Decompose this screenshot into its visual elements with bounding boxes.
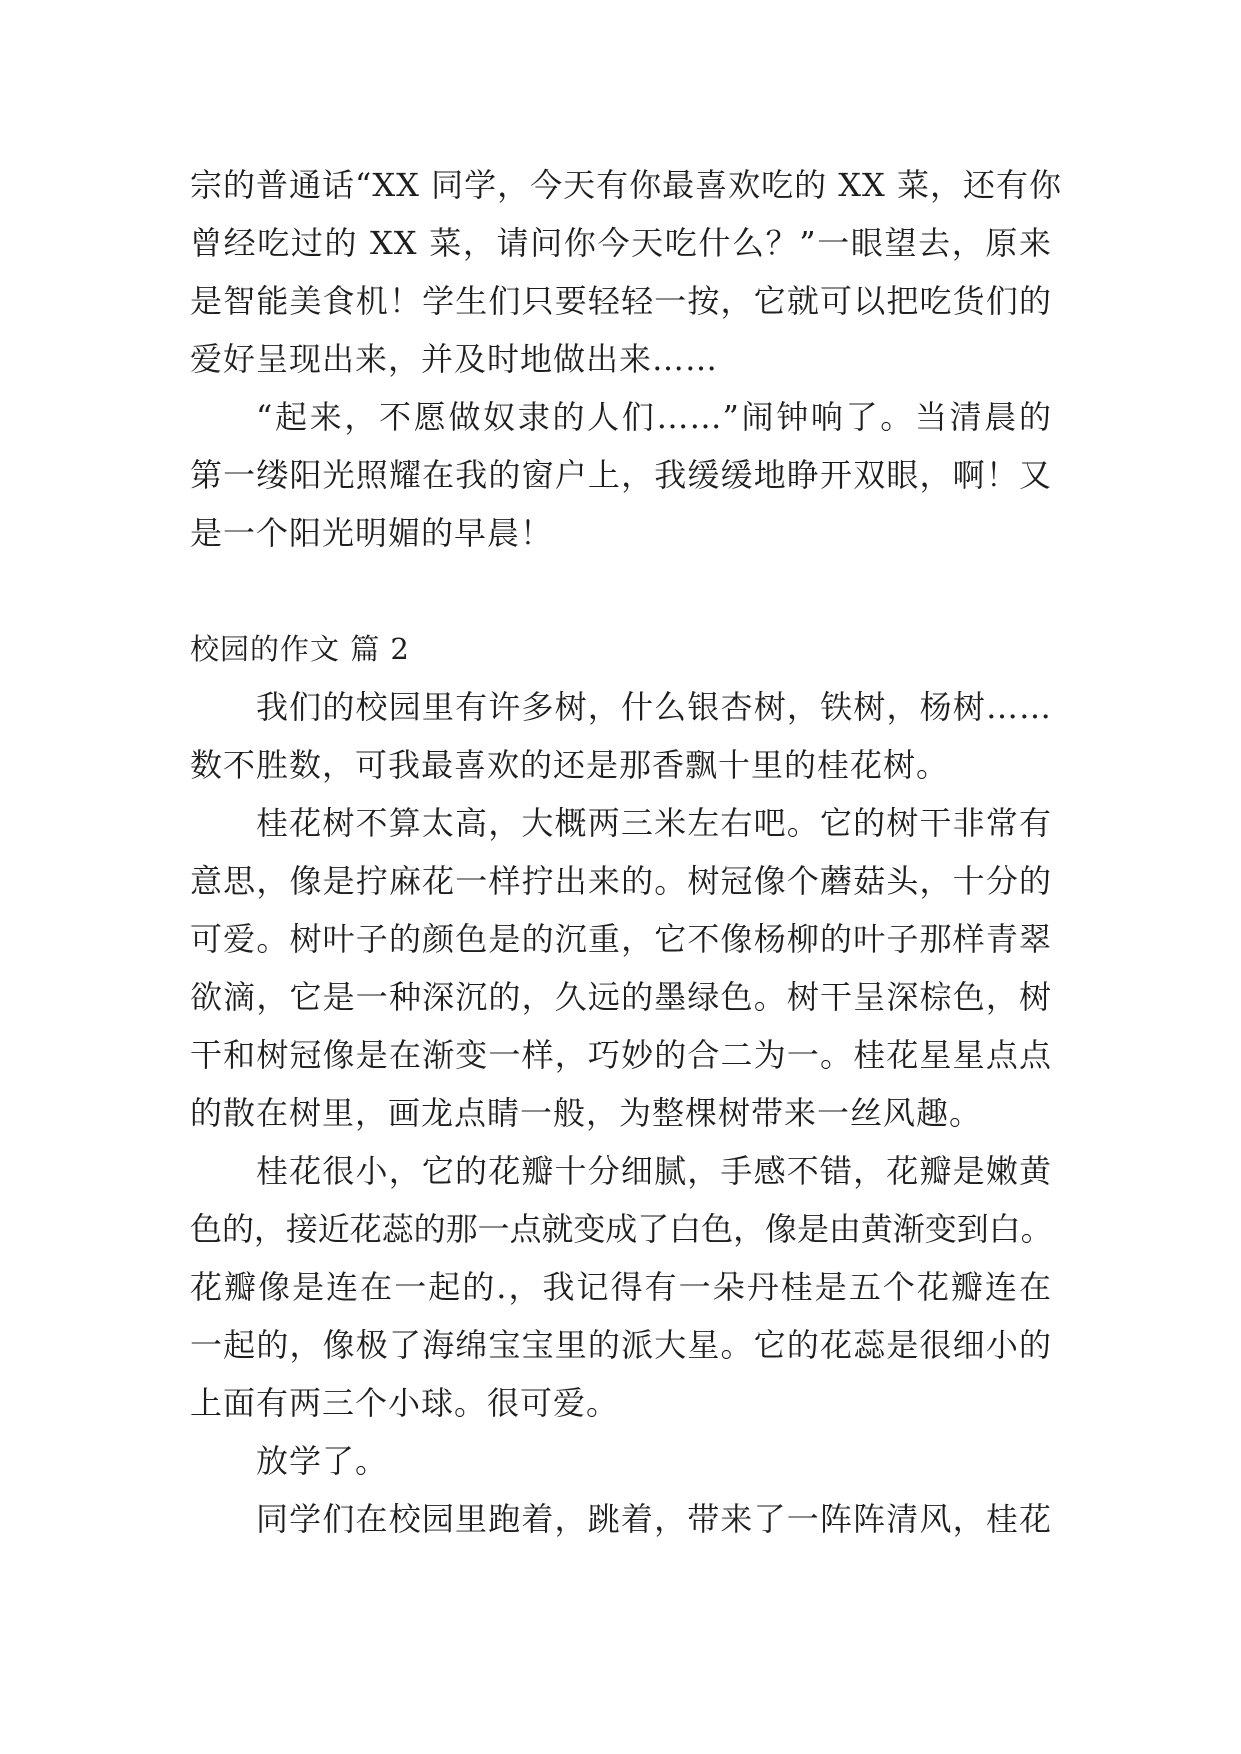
text-line: 可爱。树叶子的颜色是的沉重，它不像杨柳的叶子那样青翠 [190,920,1052,958]
blank-line [190,562,1052,620]
text-line: 的散在树里，画龙点睛一般，为整棵树带来一丝风趣。 [190,1094,983,1132]
text-line: 花瓣像是连在一起的.，我记得有一朵丹桂是五个花瓣连在 [190,1268,1052,1306]
text-line: “起来，不愿做奴隶的人们……”闹钟响了。当清晨的 [256,398,1052,436]
text-line: 宗的普通话“XX 同学，今天有你最喜欢吃的 XX 菜，还有你 [190,166,1063,204]
paragraph [190,794,1052,1142]
text-line: 桂花树不算太高，大概两三米左右吧。它的树干非常有 [256,804,1052,842]
paragraph [190,1490,1052,1548]
text-line: 桂花很小，它的花瓣十分细腻，手感不错，花瓣是嫩黄 [256,1152,1052,1190]
paragraph [190,388,1052,562]
text-line: 数不胜数，可我最喜欢的还是那香飘十里的桂花树。 [190,746,950,784]
text-line: 意思，像是拧麻花一样拧出来的。树冠像个蘑菇头，十分的 [190,862,1052,900]
paragraph [190,1432,1052,1490]
text-line: 我们的校园里有许多树，什么银杏树，铁树，杨树…… [256,688,1052,726]
text-line: 色的，接近花蕊的那一点就变成了白色，像是由黄渐变到白。 [190,1210,1052,1248]
text-line: 同学们在校园里跑着，跳着，带来了一阵阵清风，桂花 [256,1500,1052,1538]
paragraph [190,1142,1052,1432]
text-line: 放学了。 [256,1442,389,1480]
paragraph-continued [190,156,1063,388]
text-line: 曾经吃过的 XX 菜，请问你今天吃什么？”一眼望去，原来 [190,224,1052,262]
paragraph [190,678,1052,794]
text-line: 一起的，像极了海绵宝宝里的派大星。它的花蕊是很细小的 [190,1326,1052,1364]
text-line: 第一缕阳光照耀在我的窗户上，我缓缓地睁开双眼，啊！又 [190,456,1052,494]
text-line: 是智能美食机！学生们只要轻轻一按，它就可以把吃货们的 [190,282,1052,320]
text-line: 是一个阳光明媚的早晨！ [190,514,554,552]
text-line: 爱好呈现出来，并及时地做出来…… [190,340,719,378]
section-heading: 校园的作文 篇 2 [190,632,410,666]
text-line: 干和树冠像是在渐变一样，巧妙的合二为一。桂花星星点点 [190,1036,1052,1074]
text-column [190,156,1063,1548]
text-line: 上面有两三个小球。很可爱。 [190,1384,620,1422]
text-line: 欲滴，它是一种深沉的，久远的墨绿色。树干呈深棕色，树 [190,978,1052,1016]
